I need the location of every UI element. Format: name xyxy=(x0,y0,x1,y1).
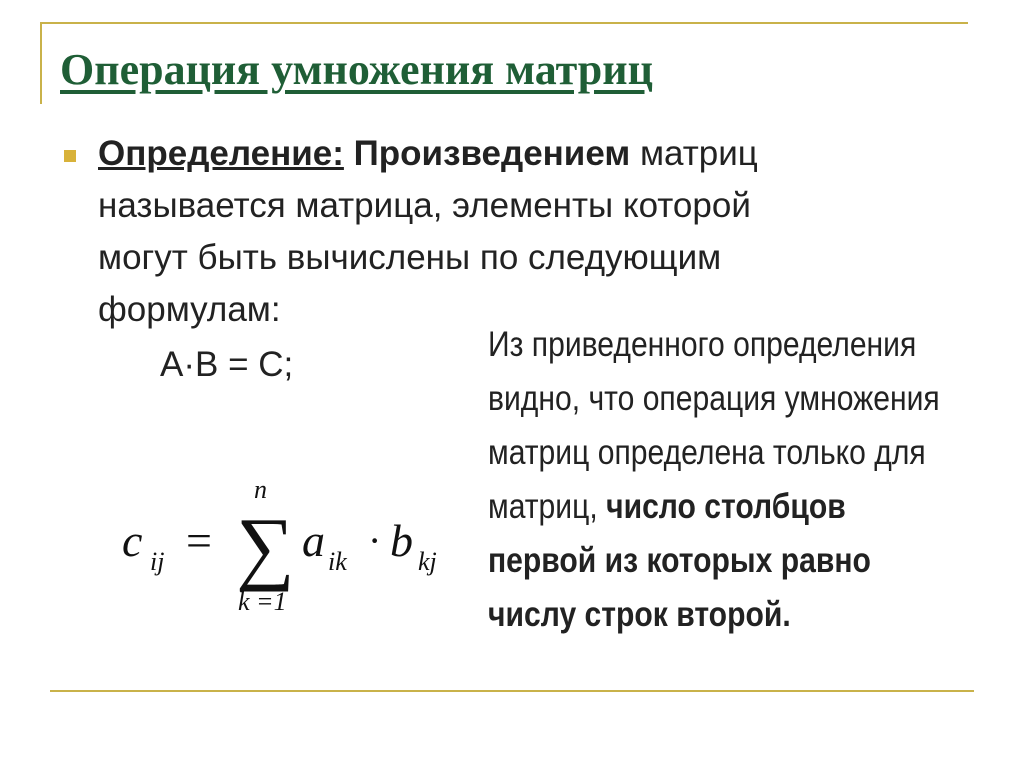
note-bold-text: число столбцов первой из которых равно числу строк второй. xyxy=(488,487,871,634)
formula-b-subscript: kj xyxy=(418,547,437,576)
note-paragraph xyxy=(488,318,944,642)
frame-top-line xyxy=(40,22,968,24)
formula-equals: = xyxy=(186,515,212,566)
definition-paragraph xyxy=(98,128,928,336)
slide-title: Операция умножения матриц xyxy=(60,45,653,94)
frame-bottom-line xyxy=(50,690,974,692)
definition-label: Определение: xyxy=(98,134,344,173)
formula-dot: · xyxy=(368,518,382,563)
definition-term: Произведением xyxy=(353,134,631,173)
definition-line4: формулам: xyxy=(98,290,281,329)
formula-sum-sign: ∑ xyxy=(236,501,295,592)
formula-c-subscript: ij xyxy=(150,547,165,576)
element-formula xyxy=(110,468,470,628)
definition-line3: могут быть вычислены по следующим xyxy=(98,238,722,277)
definition-line1-rest: матриц xyxy=(630,134,758,173)
formula-a-subscript: ik xyxy=(328,547,347,576)
matrix-product-equation: A·B = C; xyxy=(160,345,294,384)
formula-c: c xyxy=(122,515,143,566)
formula-a: a xyxy=(302,515,325,566)
formula-upper-limit: n xyxy=(254,475,267,504)
definition-line2: называется матрица, элементы которой xyxy=(98,186,751,225)
frame-left-line xyxy=(40,22,42,104)
formula-lower-limit: k =1 xyxy=(238,587,287,616)
bullet-square-icon xyxy=(64,150,76,162)
note-plain-text: Из приведенного определения видно, что операция умножения матриц определена только для матриц, xyxy=(488,325,940,526)
formula-b: b xyxy=(390,515,413,566)
